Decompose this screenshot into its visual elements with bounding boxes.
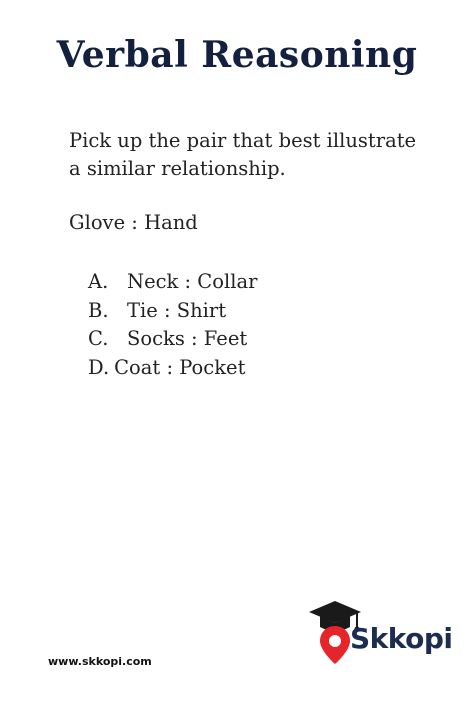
option-text: Neck : Collar (127, 270, 258, 293)
question-prompt: Pick up the pair that best illustrate a similar relationship. (69, 129, 417, 180)
option-c (88, 325, 257, 354)
logo-wordmark: Skkopi (350, 622, 453, 655)
footer-website[interactable]: www.skkopi.com (48, 655, 152, 668)
page-title: Verbal Reasoning (56, 34, 418, 76)
option-letter: B. (88, 298, 109, 322)
option-b (88, 297, 257, 326)
location-pin-icon (320, 626, 350, 664)
option-text: Coat : Pocket (114, 355, 246, 379)
option-text: Tie : Shirt (127, 298, 227, 322)
answer-options (88, 268, 257, 382)
option-a (88, 268, 257, 297)
option-letter: C. (88, 327, 109, 350)
option-d (88, 354, 257, 383)
skkopi-logo (305, 598, 453, 668)
given-pair: Glove : Hand (69, 211, 198, 234)
option-letter: A. (88, 270, 109, 293)
option-text: Socks : Feet (127, 327, 248, 350)
option-letter: D. (88, 355, 110, 379)
